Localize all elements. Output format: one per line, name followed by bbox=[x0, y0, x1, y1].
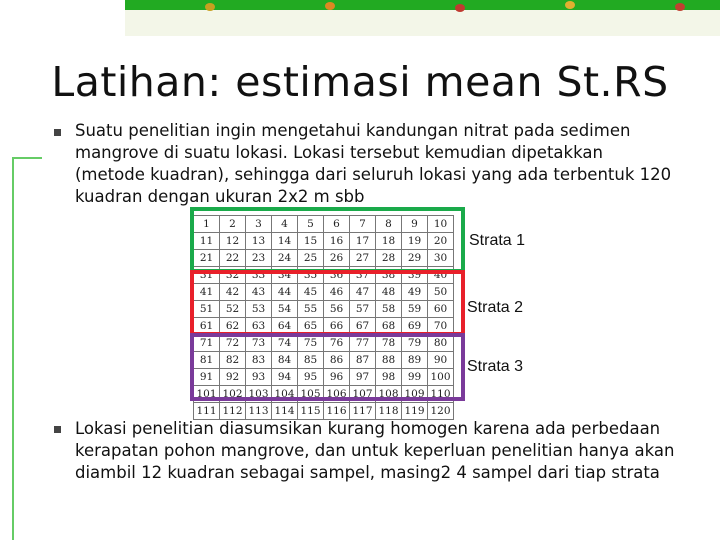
quadrat-cell: 4 bbox=[272, 216, 298, 233]
quadrat-cell: 33 bbox=[246, 267, 272, 284]
quadrat-cell: 48 bbox=[376, 284, 402, 301]
bullet-text-2: Lokasi penelitian diasumsikan kurang homogen karena ada perbedaan kerapatan pohon mangrove, dan untuk keperluan penelitian hanya akan diambil 12 kuadran sebagai sampel, masing2 4 sampel dari tiap strata bbox=[75, 419, 675, 482]
leaf-icon bbox=[205, 3, 215, 11]
quadrat-cell: 1 bbox=[194, 216, 220, 233]
quadrat-cell: 12 bbox=[220, 233, 246, 250]
quadrat-cell: 104 bbox=[272, 386, 298, 403]
quadrat-cell: 76 bbox=[324, 335, 350, 352]
quadrat-cell: 109 bbox=[402, 386, 428, 403]
quadrat-cell: 102 bbox=[220, 386, 246, 403]
quadrat-cell: 57 bbox=[350, 301, 376, 318]
quadrat-cell: 111 bbox=[194, 403, 220, 420]
quadrat-cell: 16 bbox=[324, 233, 350, 250]
quadrat-cell: 37 bbox=[350, 267, 376, 284]
quadrat-cell: 67 bbox=[350, 318, 376, 335]
quadrat-cell: 66 bbox=[324, 318, 350, 335]
quadrat-cell: 30 bbox=[428, 250, 454, 267]
quadrat-cell: 108 bbox=[376, 386, 402, 403]
quadrat-cell: 106 bbox=[324, 386, 350, 403]
quadrat-cell: 21 bbox=[194, 250, 220, 267]
quadrat-cell: 22 bbox=[220, 250, 246, 267]
quadrat-cell: 44 bbox=[272, 284, 298, 301]
quadrat-cell: 103 bbox=[246, 386, 272, 403]
quadrat-cell: 53 bbox=[246, 301, 272, 318]
quadrat-cell: 41 bbox=[194, 284, 220, 301]
quadrat-cell: 69 bbox=[402, 318, 428, 335]
quadrat-cell: 13 bbox=[246, 233, 272, 250]
quadrat-cell: 73 bbox=[246, 335, 272, 352]
quadrat-cell: 5 bbox=[298, 216, 324, 233]
quadrat-cell: 119 bbox=[402, 403, 428, 420]
strata-1-label: Strata 1 bbox=[469, 232, 526, 249]
strata-3-box bbox=[190, 333, 465, 401]
quadrat-cell: 81 bbox=[194, 352, 220, 369]
quadrat-cell: 11 bbox=[194, 233, 220, 250]
quadrat-cell: 101 bbox=[194, 386, 220, 403]
quadrat-cell: 56 bbox=[324, 301, 350, 318]
quadrat-cell: 91 bbox=[194, 369, 220, 386]
quadrat-cell: 43 bbox=[246, 284, 272, 301]
quadrat-cell: 54 bbox=[272, 301, 298, 318]
quadrat-cell: 25 bbox=[298, 250, 324, 267]
quadrat-cell: 20 bbox=[428, 233, 454, 250]
quadrat-cell: 46 bbox=[324, 284, 350, 301]
quadrat-cell: 88 bbox=[376, 352, 402, 369]
quadrat-cell: 10 bbox=[428, 216, 454, 233]
quadrat-cell: 6 bbox=[324, 216, 350, 233]
quadrat-cell: 116 bbox=[324, 403, 350, 420]
quadrat-cell: 84 bbox=[272, 352, 298, 369]
quadrat-cell: 82 bbox=[220, 352, 246, 369]
quadrat-cell: 38 bbox=[376, 267, 402, 284]
quadrat-cell: 120 bbox=[428, 403, 454, 420]
bullet-marker bbox=[54, 426, 61, 433]
quadrat-cell: 87 bbox=[350, 352, 376, 369]
quadrat-cell: 68 bbox=[376, 318, 402, 335]
accent-horizontal-line bbox=[12, 157, 42, 159]
quadrat-cell: 77 bbox=[350, 335, 376, 352]
quadrat-cell: 52 bbox=[220, 301, 246, 318]
leaf-icon bbox=[455, 4, 465, 12]
quadrat-cell: 97 bbox=[350, 369, 376, 386]
quadrat-cell: 47 bbox=[350, 284, 376, 301]
quadrat-cell: 74 bbox=[272, 335, 298, 352]
quadrat-cell: 61 bbox=[194, 318, 220, 335]
quadrat-cell: 114 bbox=[272, 403, 298, 420]
quadrat-cell: 9 bbox=[402, 216, 428, 233]
quadrat-cell: 18 bbox=[376, 233, 402, 250]
quadrat-cell: 55 bbox=[298, 301, 324, 318]
quadrat-cell: 45 bbox=[298, 284, 324, 301]
strata-3-label: Strata 3 bbox=[467, 358, 524, 375]
leaf-icon bbox=[325, 2, 335, 10]
bullet-marker bbox=[54, 129, 61, 136]
quadrat-cell: 94 bbox=[272, 369, 298, 386]
quadrat-cell: 34 bbox=[272, 267, 298, 284]
quadrat-cell: 107 bbox=[350, 386, 376, 403]
quadrat-cell: 58 bbox=[376, 301, 402, 318]
quadrat-cell: 80 bbox=[428, 335, 454, 352]
quadrat-cell: 105 bbox=[298, 386, 324, 403]
quadrat-cell: 95 bbox=[298, 369, 324, 386]
quadrat-cell: 118 bbox=[376, 403, 402, 420]
quadrat-cell: 39 bbox=[402, 267, 428, 284]
quadrat-cell: 85 bbox=[298, 352, 324, 369]
quadrat-cell: 60 bbox=[428, 301, 454, 318]
quadrat-cell: 100 bbox=[428, 369, 454, 386]
slide-title: Latihan: estimasi mean St.RS bbox=[51, 58, 669, 106]
quadrat-cell: 83 bbox=[246, 352, 272, 369]
quadrat-cell: 26 bbox=[324, 250, 350, 267]
quadrat-cell: 31 bbox=[194, 267, 220, 284]
leaf-icon bbox=[675, 3, 685, 11]
quadrat-cell: 63 bbox=[246, 318, 272, 335]
quadrat-cell: 8 bbox=[376, 216, 402, 233]
quadrat-cell: 78 bbox=[376, 335, 402, 352]
quadrat-cell: 36 bbox=[324, 267, 350, 284]
quadrat-cell: 89 bbox=[402, 352, 428, 369]
quadrat-cell: 72 bbox=[220, 335, 246, 352]
quadrat-cell: 75 bbox=[298, 335, 324, 352]
strata-2-label: Strata 2 bbox=[467, 299, 524, 316]
accent-vertical-line bbox=[12, 157, 14, 540]
quadrat-cell: 99 bbox=[402, 369, 428, 386]
quadrat-cell: 35 bbox=[298, 267, 324, 284]
quadrat-cell: 79 bbox=[402, 335, 428, 352]
quadrat-cell: 3 bbox=[246, 216, 272, 233]
quadrat-cell: 92 bbox=[220, 369, 246, 386]
strata-1-box bbox=[190, 207, 465, 273]
quadrat-cell: 59 bbox=[402, 301, 428, 318]
quadrat-cell: 96 bbox=[324, 369, 350, 386]
quadrat-cell: 70 bbox=[428, 318, 454, 335]
quadrat-cell: 40 bbox=[428, 267, 454, 284]
quadrat-cell: 28 bbox=[376, 250, 402, 267]
grid-row bbox=[194, 403, 454, 420]
quadrat-cell: 14 bbox=[272, 233, 298, 250]
quadrat-cell: 113 bbox=[246, 403, 272, 420]
quadrat-cell: 15 bbox=[298, 233, 324, 250]
quadrat-cell: 27 bbox=[350, 250, 376, 267]
quadrat-cell: 62 bbox=[220, 318, 246, 335]
bullet-text-1: Suatu penelitian ingin mengetahui kandungan nitrat pada sedimen mangrove di suatu lokasi. Lokasi tersebut kemudian dipetakkan (metode kuadran), sehingga dari seluruh lokasi yang ada terbentuk 120 kuadran dengan ukuran 2x2 m sbb bbox=[75, 121, 672, 206]
quadrat-cell: 49 bbox=[402, 284, 428, 301]
quadrat-cell: 50 bbox=[428, 284, 454, 301]
quadrat-cell: 110 bbox=[428, 386, 454, 403]
header-banner bbox=[125, 0, 720, 36]
quadrat-cell: 98 bbox=[376, 369, 402, 386]
quadrat-cell: 64 bbox=[272, 318, 298, 335]
quadrat-cell: 42 bbox=[220, 284, 246, 301]
quadrat-cell: 32 bbox=[220, 267, 246, 284]
quadrat-cell: 86 bbox=[324, 352, 350, 369]
quadrat-cell: 7 bbox=[350, 216, 376, 233]
quadrat-cell: 51 bbox=[194, 301, 220, 318]
quadrat-cell: 117 bbox=[350, 403, 376, 420]
leaf-icon bbox=[565, 1, 575, 9]
quadrat-cell: 19 bbox=[402, 233, 428, 250]
quadrat-cell: 115 bbox=[298, 403, 324, 420]
quadrat-cell: 112 bbox=[220, 403, 246, 420]
quadrat-cell: 71 bbox=[194, 335, 220, 352]
quadrat-cell: 23 bbox=[246, 250, 272, 267]
quadrat-cell: 65 bbox=[298, 318, 324, 335]
quadrat-cell: 17 bbox=[350, 233, 376, 250]
quadrat-cell: 90 bbox=[428, 352, 454, 369]
quadrat-cell: 93 bbox=[246, 369, 272, 386]
quadrat-cell: 29 bbox=[402, 250, 428, 267]
quadrat-cell: 2 bbox=[220, 216, 246, 233]
quadrat-cell: 24 bbox=[272, 250, 298, 267]
strata-2-box bbox=[190, 270, 465, 336]
